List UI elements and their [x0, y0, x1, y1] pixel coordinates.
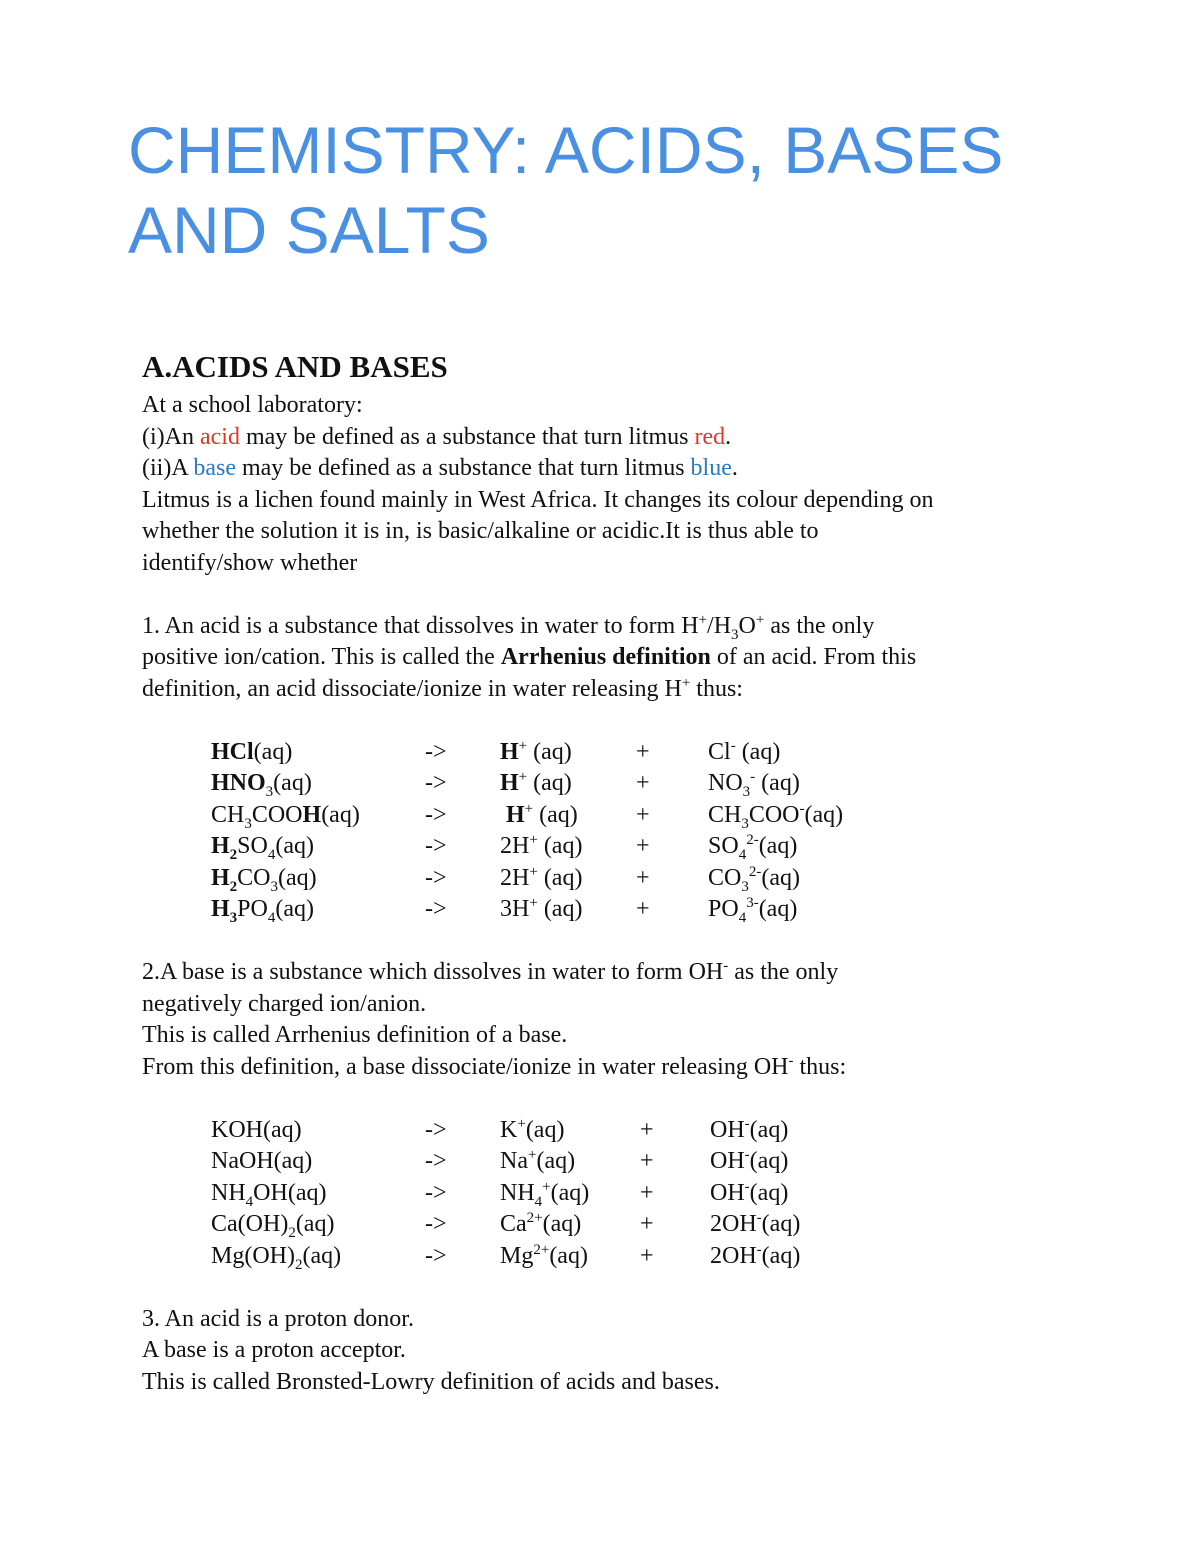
equation-row: $HNO_3(aq)$ -> H+ (aq) + $NO_3^-$ (aq): [211, 769, 800, 800]
red-term: red: [694, 423, 726, 450]
acid-arrhenius-line: 1. An acid is a substance that dissolves in water to form $H^+/H_3O^+$ as the only: [142, 611, 875, 643]
arrhenius-definition-term: Arrhenius definition: [500, 644, 711, 670]
acid-term: acid: [199, 423, 240, 450]
equation-row: $Ca(OH)_2(aq)$ -> $Ca^{2+}(aq)$ + 2OH-(aq): [211, 1210, 801, 1241]
base-term: base: [193, 455, 236, 481]
equation-row: $Mg(OH)_2(aq)$ -> $Mg^{2+}(aq)$ + 2OH-(aq): [211, 1241, 801, 1273]
equation-row: HCl(aq) -> H+ (aq) + Cl- (aq): [211, 737, 781, 765]
bronsted-lowry-line: This is called Bronsted-Lowry definition of acids and bases.: [142, 1368, 720, 1395]
litmus-paragraph-line: whether the solution it is in, is basic/alkaline or acidic.It is thus able to: [142, 518, 819, 544]
equation-row: $H_2SO_4(aq)$ -> 2H+ (aq) + $SO_4^{2-}(aq)$: [211, 832, 798, 863]
equation-row: NaOH(aq) -> Na+(aq) + OH-(aq): [211, 1147, 789, 1174]
equation-row: $H_2CO_3(aq)$ -> 2H+ (aq) + $CO_3^{2-}(aq)$: [211, 863, 800, 895]
base-definition-line: (ii)A base may be defined as a substance that turn litmus blue.: [142, 455, 738, 481]
base-arrhenius-line: This is called Arrhenius definition of a base.: [142, 1022, 568, 1048]
acid-arrhenius-line: positive ion/cation. This is called the Arrhenius definition of an acid. From this: [142, 644, 917, 670]
bronsted-lowry-line: 3. An acid is a proton donor.: [142, 1305, 414, 1332]
blue-term: blue: [690, 455, 732, 481]
equation-row: $NH_4OH(aq)$ -> $NH_4^+(aq)$ + OH-(aq): [211, 1178, 789, 1210]
intro-line: At a school laboratory:: [142, 392, 363, 418]
section-heading: A.ACIDS AND BASES: [142, 349, 448, 384]
base-arrhenius-line: 2.A base is a substance which dissolves in water to form OH- as the only: [142, 958, 839, 985]
litmus-paragraph-line: identify/show whether: [142, 549, 358, 576]
acid-definition-line: (i)An acid may be defined as a substance that turn litmus red.: [142, 423, 732, 450]
base-arrhenius-line: negatively charged ion/anion.: [142, 990, 427, 1017]
equation-row: $H_3PO_4(aq)$ -> 3H+ (aq) + $PO_4^{3-}(aq)$: [211, 895, 798, 926]
document-body: [142, 346, 1102, 1398]
acid-dissociation-table: [211, 737, 843, 926]
equation-row: $CH_3COOH(aq)$ -> H+ (aq) + $CH_3COO^-(aq)$: [211, 800, 844, 832]
bronsted-lowry-line: A base is a proton acceptor.: [142, 1337, 406, 1363]
litmus-paragraph-line: Litmus is a lichen found mainly in West Africa. It changes its colour depending on: [142, 486, 934, 513]
equation-row: KOH(aq) -> K+(aq) + OH-(aq): [211, 1115, 789, 1143]
acid-arrhenius-line: definition, an acid dissociate/ionize in water releasing H+ thus:: [142, 674, 743, 702]
document-title: CHEMISTRY: ACIDS, BASES AND SALTS: [128, 113, 1004, 267]
base-dissociation-table: [211, 1115, 800, 1273]
base-arrhenius-line: From this definition, a base dissociate/ionize in water releasing OH- thus:: [142, 1052, 847, 1080]
